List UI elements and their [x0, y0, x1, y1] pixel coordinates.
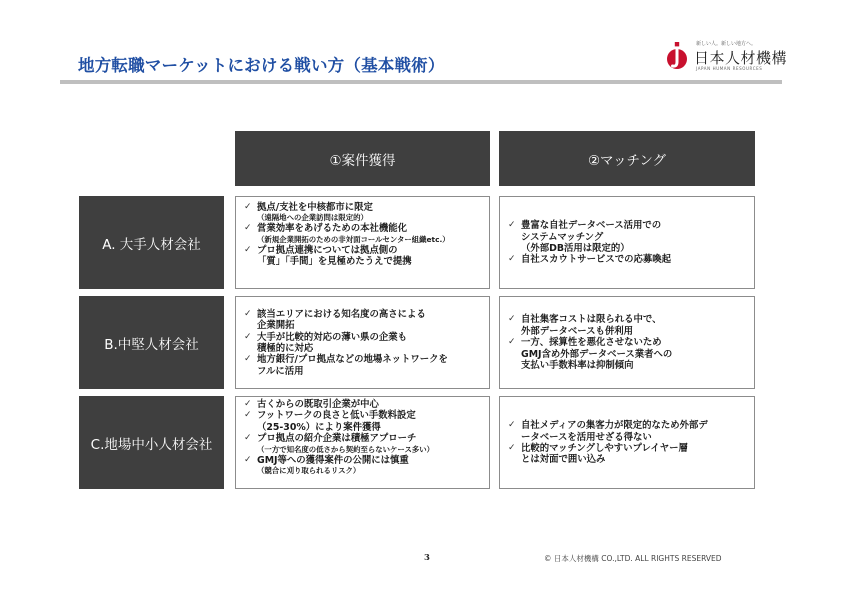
check-icon: ✓ [508, 337, 516, 348]
cell-mid-matching [499, 296, 755, 389]
page-number: 3 [424, 553, 430, 563]
list-item: ✓ 古くからの既取引企業が中心 [244, 399, 379, 410]
list-item: ✓ 大手が比較的対応の薄い県の企業も 積極的に対応 [244, 331, 408, 354]
check-icon: ✓ [244, 202, 252, 212]
check-icon: ✓ [244, 331, 252, 342]
check-icon: ✓ [244, 308, 252, 319]
cell-large-acquisition [235, 196, 490, 289]
column-header-matching: ②マッチング [499, 131, 755, 186]
list-item: ✓ プロ拠点連携については拠点側の 「質」「手間」を見極めたうえで提携 [244, 244, 412, 268]
check-icon: ✓ [244, 244, 252, 255]
list-item: ✓ プロ拠点の紹介企業は積極アプローチ （一方で知名度の低さから契約至らないケース多い） [244, 433, 435, 454]
cell-large-matching [499, 196, 755, 289]
title-underline [60, 80, 782, 84]
list-item: ✓ GMJ等への獲得案件の公開には慎重 （競合に刈り取られるリスク） [244, 454, 409, 476]
check-icon: ✓ [244, 399, 252, 409]
logo-tagline: 新しい人。新しい地方へ。 [696, 41, 757, 47]
check-icon: ✓ [244, 454, 252, 465]
list-item: ✓ 自社スカウトサービスでの応募喚起 [508, 254, 672, 266]
copyright-notice: © 日本人材機構 CO.,LTD. ALL RIGHTS RESERVED [544, 554, 722, 563]
list-item: ✓ 比較的マッチングしやすいプレイヤー層 とは対面で囲い込み [508, 443, 688, 466]
check-icon: ✓ [508, 254, 516, 265]
cell-local-acquisition [235, 396, 490, 489]
row-header-mid: B.中堅人材会社 [79, 296, 224, 389]
list-item: ✓ 豊富な自社データベース活用での システムマッチング （外部DB活用は限定的） [508, 220, 662, 254]
j-circle-logo-icon [666, 42, 688, 72]
list-item: ✓ フットワークの良さと低い手数料設定 （25-30%）により案件獲得 [244, 410, 416, 433]
list-item: ✓ 自社集客コストは限られる中で、 外部データベースも併利用 [508, 314, 662, 337]
list-item: ✓ 該当エリアにおける知名度の高さによる 企業開拓 [244, 308, 426, 332]
check-icon: ✓ [508, 314, 516, 325]
list-item: ✓ 一方、採算性を悪化させないため GMJ含め外部データベース業者への 支払い手数料率は抑制傾向 [508, 337, 673, 372]
column-header-acquisition: ①案件獲得 [235, 131, 490, 186]
check-icon: ✓ [244, 354, 252, 365]
cell-local-matching [499, 396, 755, 489]
list-item: ✓ 営業効率をあげるための本社機能化 （新規企業開拓のための非対面コールセンター組織etc.） [244, 223, 450, 244]
check-icon: ✓ [508, 220, 516, 231]
page-title: 地方転職マーケットにおける戦い方（基本戦術） [78, 56, 445, 75]
list-item: ✓ 地方銀行/プロ拠点などの地場ネットワークを フルに活用 [244, 354, 448, 377]
check-icon: ✓ [244, 223, 252, 234]
cell-mid-acquisition [235, 296, 490, 389]
check-icon: ✓ [244, 433, 252, 444]
list-item: ✓ 自社メディアの集客力が限定的なため外部デ ータベースを活用せざる得ない [508, 420, 708, 443]
row-header-large: A. 大手人材会社 [79, 196, 224, 289]
logo-subtitle: JAPAN HUMAN RESOURCES [696, 66, 763, 71]
check-icon: ✓ [508, 443, 516, 453]
list-item: ✓ 拠点/支社を中核都市に限定 （遠隔地への企業訪問は限定的） [244, 202, 373, 223]
company-logo [666, 40, 788, 76]
row-header-local: C.地場中小人材会社 [79, 396, 224, 489]
logo-name: 日本人材機構 [694, 49, 788, 67]
check-icon: ✓ [508, 420, 516, 431]
check-icon: ✓ [244, 410, 252, 421]
